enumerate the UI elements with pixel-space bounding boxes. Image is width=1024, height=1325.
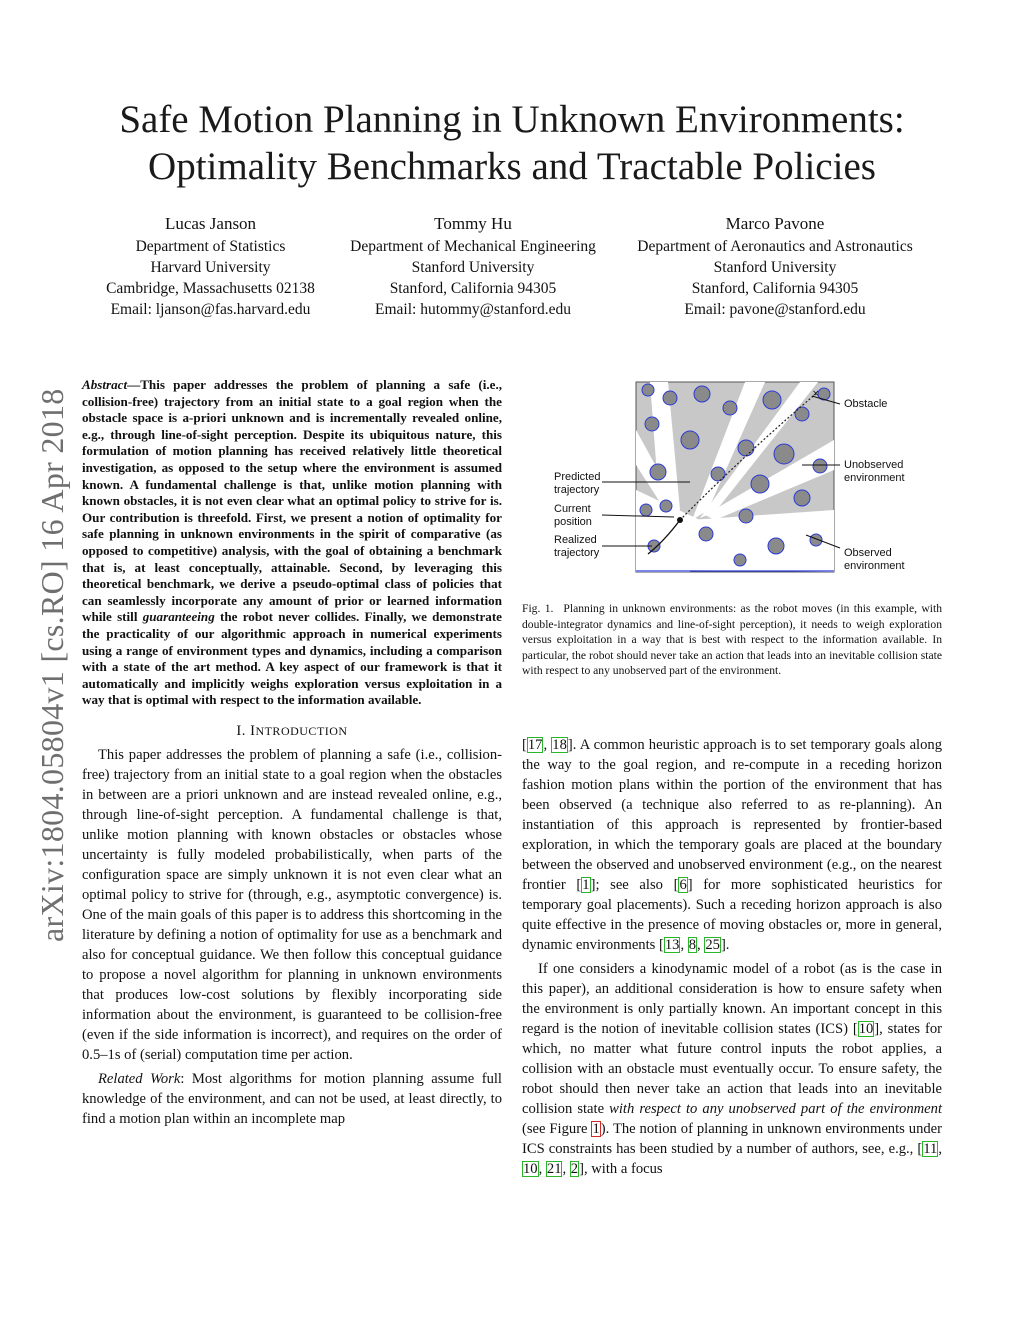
obstacle bbox=[640, 504, 652, 516]
label-observed-1: Observed bbox=[844, 547, 892, 559]
label-current-2: position bbox=[554, 516, 592, 528]
obstacle bbox=[813, 459, 827, 473]
text-run: ] for more sophisticated heuristics for temporary goal placements). Such a receding horizon approach is also quite effective in the presence of moving obstacles or, more in general, dynamic environments [ bbox=[522, 877, 942, 953]
text-run-italic: with respect to any unobserved part of the environment bbox=[609, 1101, 942, 1117]
abstract-emphasis: guaranteeing bbox=[142, 609, 215, 625]
obstacle bbox=[751, 475, 769, 493]
text-run: ]. bbox=[720, 937, 730, 953]
author-block-hu bbox=[335, 212, 611, 320]
paper-title bbox=[0, 96, 1024, 190]
obstacle bbox=[660, 500, 672, 512]
figure-1-diagram bbox=[540, 370, 920, 580]
citation-link[interactable]: 13 bbox=[664, 937, 680, 953]
obstacle bbox=[642, 384, 654, 396]
section-title-initial: I bbox=[250, 722, 256, 739]
obstacle bbox=[739, 509, 753, 523]
abstract bbox=[82, 377, 502, 709]
obstacle bbox=[650, 464, 666, 480]
author-city: Stanford, California 94305 bbox=[389, 280, 557, 297]
label-realized-2: trajectory bbox=[554, 547, 600, 559]
citation-link[interactable]: 18 bbox=[552, 737, 567, 753]
author-email[interactable]: Email: hutommy@stanford.edu bbox=[375, 301, 571, 318]
caption-label: Fig. 1. bbox=[522, 602, 554, 615]
obstacle bbox=[663, 391, 677, 405]
section-number: I. bbox=[236, 722, 251, 739]
intro-paragraph-2 bbox=[82, 1069, 502, 1129]
author-dept: Department of Aeronautics and Astronautics bbox=[637, 238, 913, 255]
current-position-marker bbox=[677, 517, 683, 523]
label-observed-2: environment bbox=[844, 560, 905, 572]
text-run: ]; see also [ bbox=[590, 877, 679, 893]
citation-link[interactable]: 1 bbox=[582, 877, 590, 893]
author-email[interactable]: Email: pavone@stanford.edu bbox=[684, 301, 866, 318]
abstract-lead: Abstract bbox=[82, 377, 128, 392]
author-email[interactable]: Email: ljanson@fas.harvard.edu bbox=[110, 301, 311, 318]
obstacle bbox=[738, 440, 754, 456]
label-current-1: Current bbox=[554, 503, 591, 515]
author-univ: Stanford University bbox=[411, 259, 535, 276]
label-predicted-2: trajectory bbox=[554, 484, 600, 496]
obstacle bbox=[763, 391, 781, 409]
intro-paragraph-1: This paper addresses the problem of planning a safe (i.e., collision-free) trajectory from an initial state to a goal region when the obstacles in between are a priori unknown and are instead revealed online, e.g., through line-of-sight perception. A fundamental challenge is that, unlike motion planning with known obstacles or obstacles whose uncertainty is fully modeled probabilistically, when parts of the configuration space are simply unknown it is not even clear what an optimal policy to strive for (through, e.g., asymptotic convergence) is. One of the main goals of this paper is to address this shortcoming in the literature by defining a notion of optimality for use as a benchmark and also for conceptual guidance. We then follow this conceptual guidance to propose a novel algorithm for planning in unknown environments that produces low-cost solutions by flexibly incorporating side information about the environment, is guaranteed to be collision-free (even if the side information is incorrect), and requires on the order of 0.5–1s of (serial) computation time per action. bbox=[82, 746, 502, 1063]
abstract-text-2: the robot never collides. Finally, we demonstrate the practicality of our algorithmic approach in numerical experiments using a range of environment types and dynamics, including a comparison with a state of the art method. A key aspect of our framework is that it automatically and implicitly weighs exploration versus exploitation in a way that is optimal with respect to the information available. bbox=[82, 609, 502, 708]
title-line-2: Optimality Benchmarks and Tractable Policies bbox=[148, 145, 876, 188]
text-run: , bbox=[543, 737, 552, 753]
text-run: ]. A common heuristic approach is to set temporary goals along the way to the goal region, and re-compute in a receding horizon fashion motion plans within the portion of the environment that has been observed (a technique also referred to as re-planning). An instantiation of this approach is represented by frontier-based exploration, in which the temporary goals are placed at the boundary between the observed and unobserved environment (e.g., on the nearest frontier [ bbox=[522, 737, 943, 893]
author-dept: Department of Mechanical Engineering bbox=[350, 238, 596, 255]
citation-link[interactable]: 10 bbox=[858, 1021, 874, 1037]
goal-marker-icon: × bbox=[812, 389, 820, 399]
left-column bbox=[82, 377, 502, 1129]
citation-link[interactable]: 11 bbox=[923, 1141, 938, 1157]
text-run: If one considers a kinodynamic model of a robot (as is the case in this paper), an additional consideration is how to ensure safety when the environment is only partially known. An important concept in this regard is the notion of inevitable collision states (ICS) [ bbox=[522, 961, 942, 1037]
right-paragraph-1: [17, 18]. A common heuristic approach is to set temporary goals along the way to the goal region, and re-compute in a receding horizon fashion motion plans within the portion of the environment that has been observed (a technique also referred to as re-planning). An instantiation of this approach is represented by frontier-based exploration, in which the temporary goals are placed at the boundary between the observed and unobserved environment (e.g., on the nearest frontier [1]; see also [6] for more sophisticated heuristics for temporary goal placements). Such a receding horizon approach is also quite effective in the presence of moving obstacles or, more in general, dynamic environments [13, 8, 25]. bbox=[522, 737, 943, 953]
author-name: Tommy Hu bbox=[434, 214, 512, 233]
author-univ: Harvard University bbox=[150, 259, 271, 276]
label-predicted-1: Predicted bbox=[554, 471, 601, 483]
introduction-body bbox=[82, 745, 502, 1129]
label-unobserved-1: Unobserved bbox=[844, 459, 904, 471]
citation-link[interactable]: 2 bbox=[570, 1161, 579, 1177]
section-heading-introduction bbox=[82, 721, 502, 741]
author-block-janson bbox=[88, 212, 333, 320]
citation-link[interactable]: 25 bbox=[705, 937, 720, 953]
author-city: Cambridge, Massachusetts 02138 bbox=[106, 280, 315, 297]
obstacle bbox=[711, 467, 725, 481]
obstacle bbox=[723, 401, 737, 415]
abstract-dash: — bbox=[127, 377, 141, 392]
related-work-label: Related Work bbox=[98, 1070, 181, 1087]
figure-1-caption bbox=[522, 601, 942, 679]
obstacle bbox=[681, 431, 699, 449]
abstract-text-1: This paper addresses the problem of planning a safe (i.e., collision-free) trajectory from an initial state to a goal region when the obstacle space is a-priori unknown and is incrementally revealed online, e.g., through line-of-sight perception. Despite its ubiquitous nature, this formulation of motion planning has received relatively little theoretical investigation, as opposed to the setup where the environment is assumed known. A fundamental challenge is that, unlike motion planning with known obstacles, it is not even clear what an optimal policy to strive for is. Our contribution is threefold. First, we present a notion of optimality for safe planning in unknown environments in the spirit of comparative (as opposed to competitive) analysis, with the goal of obtaining a benchmark that is, at least conceptually, attainable. Second, by leveraging this theoretical benchmark, we derive a pseudo-optimal class of policies that can seamlessly incorporate any amount of prior or learned information while still bbox=[82, 377, 502, 625]
obstacle bbox=[795, 407, 809, 421]
caption-text: Planning in unknown environments: as the robot moves (in this example, with double-integrator dynamics and line-of-sight perception), it needs to weigh exploration versus exploitation in a way that is best with respect to the information available. In particular, the robot should never take an action that leads into an inevitable collision state with respect to any unobserved part of the environment. bbox=[522, 602, 942, 678]
figure-link[interactable]: 1 bbox=[592, 1121, 600, 1137]
citation-link[interactable]: 21 bbox=[546, 1161, 562, 1177]
label-obstacle: Obstacle bbox=[844, 398, 888, 410]
citation-link[interactable]: 8 bbox=[688, 937, 697, 953]
author-block-pavone bbox=[618, 212, 932, 320]
figure-1 bbox=[540, 370, 920, 580]
right-column bbox=[522, 735, 942, 1179]
title-line-1: Safe Motion Planning in Unknown Environments: bbox=[119, 98, 905, 141]
author-name: Marco Pavone bbox=[725, 214, 825, 233]
text-run: ). The notion of planning in unknown environments under ICS constraints has been studied by a number of authors, see, e.g., [ bbox=[522, 1121, 942, 1157]
obstacle bbox=[645, 417, 659, 431]
right-paragraph-2: If one considers a kinodynamic model of a robot (as is the case in this paper), an additional consideration is how to ensure safety when the environment is only partially known. An important concept in this regard is the notion of inevitable collision states (ICS) [10], states for which, no matter what future control inputs the robot applies, a collision with an obstacle must eventually occur. To ensure safety, the robot should then never take an action that leads into an inevitable collision state with respect to any unobserved part of the environment (see Figure 1). The notion of planning in unknown environments under ICS constraints has been studied by a number of authors, see, e.g., [11, 10, 21, 2], with a focus bbox=[522, 961, 942, 1177]
text-run: [ bbox=[522, 737, 527, 753]
author-city: Stanford, California 94305 bbox=[691, 280, 859, 297]
arxiv-identifier: arXiv:1804.05804v1 [cs.RO] 16 Apr 2018 bbox=[34, 388, 70, 942]
author-univ: Stanford University bbox=[713, 259, 837, 276]
label-realized-1: Realized bbox=[554, 534, 597, 546]
obstacle bbox=[768, 538, 784, 554]
obstacle bbox=[734, 554, 746, 566]
text-run: ], states for which, no matter what future control inputs the robot applies, a collision with an obstacle must eventually occur. To ensure safety, the robot should then never take an action that leads into an inevitable collision state bbox=[522, 1021, 942, 1117]
author-name: Lucas Janson bbox=[164, 214, 257, 233]
obstacle bbox=[774, 444, 794, 464]
section-title-rest: NTRODUCTION bbox=[255, 723, 348, 738]
obstacle bbox=[699, 527, 713, 541]
text-run: ], with a focus bbox=[579, 1161, 663, 1177]
citation-link[interactable]: 6 bbox=[679, 877, 687, 893]
author-dept: Department of Statistics bbox=[135, 238, 286, 255]
related-work-text: : Most algorithms for motion planning assume full knowledge of the environment, and can not be used, at least directly, to find a motion plan within an incomplete map bbox=[82, 1070, 502, 1127]
label-unobserved-2: environment bbox=[844, 472, 905, 484]
text-run: (see Figure bbox=[522, 1121, 592, 1137]
citation-link[interactable]: 17 bbox=[527, 737, 543, 753]
obstacle bbox=[794, 490, 810, 506]
citation-link[interactable]: 10 bbox=[523, 1161, 538, 1177]
obstacle bbox=[694, 386, 710, 402]
